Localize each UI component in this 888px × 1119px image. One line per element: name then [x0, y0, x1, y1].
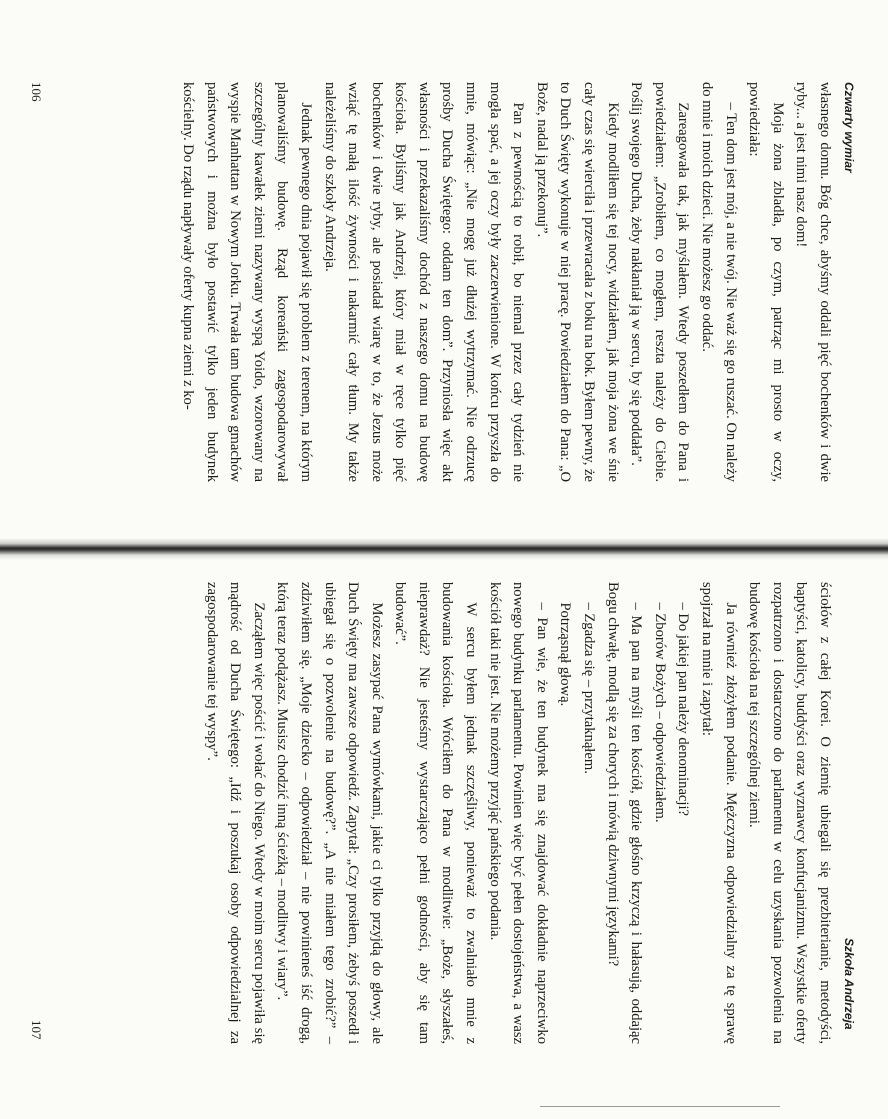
paragraph: Potrząsnął głową. [557, 602, 574, 707]
book-gutter [0, 538, 888, 560]
paragraph: Pan z pewnością to robił, bo niemal przez cały tydzień nie mogła spać, a jej oczy były zaczerwienione. W końcu przyszła do mnie, mówiąc: „Nie mogę już dłużej wytrzymać. Nie odrzucę prośby Ducha Świętego: oddam ten dom”. Przyniosła więc akt własności i przekazaliśmy dochód z naszego domu na budowę kościoła. Byliśmy jak Andrzej, który miał w ręce tylko pięć bochenków i dwie ryby, ale posiadał wiarę w to, że Jezus może wziąć tę małą ilość żywności i nakarmić cały tłum. My także należeliśmy do szkoły Andrzeja. [321, 82, 527, 482]
page-number-right: 107 [29, 1020, 44, 1040]
paragraph: Kiedy modliłem się tej nocy, widziałem, jak moja żona we śnie cały czas się wierciła i przewracała z boku na bok. Byłem pewny, że to Duch Święty wykonuje w niej pracę. Powiedziałem do Pana: „O Boże, nadal ją przekonuj”. [533, 82, 621, 482]
paragraph: własnego domu. Bóg chce, abyśmy oddali pięć bochenków i dwie ryby... a jest nimi nasz dom! [793, 82, 833, 482]
running-header-left: Czwarty wymiar [842, 82, 856, 173]
page-number-left: 106 [29, 82, 44, 102]
running-header-right: Szkoła Andrzeja [842, 938, 856, 1030]
paragraph: – Ma pan na myśli ten kościół, gdzie głośno krzyczą i hałasują, oddając Bogu chwałę, modlą się za chorych i mówią dziwnymi językami? [604, 582, 645, 1044]
paragraph: – Zgadza się – przytaknąłem. [581, 602, 598, 774]
paragraph: Zareagowała tak, jak myślałem. Wtedy poszedłem do Pana i powiedziałem: „Zrobiłem, co mogłem, reszta należy do Ciebie. Poślij swojego Ducha, żeby nakłaniał ją w sercu, by się poddała”. [628, 82, 692, 482]
paragraph: W sercu byłem jednak szczęśliwy, ponieważ to zwalniało mnie z budowania kościoła. Wróciłem do Pana w modlitwie: „Boże, słyszałeś, nieprawdaż? Nie jesteśmy wystarczająco pełni godności, aby się tam budować”. [392, 582, 480, 1044]
left-page-text [175, 82, 836, 482]
right-page-text [199, 582, 836, 1044]
paragraph: Moja żona zbladła, po czym, patrząc mi prosto w oczy, powiedziała: [746, 82, 786, 482]
paragraph: – Zborów Bożych – odpowiedziałem. [651, 602, 668, 823]
paragraph: Ja również złożyłem podanie. Mężczyzna odpowiedzialny za tę sprawę spojrzał na mnie i zapytał: [699, 582, 739, 1044]
paragraph: Jednak pewnego dnia pojawił się problem z terenem, na którym planowaliśmy budowę. Rząd koreański zagospodarowywał szczególny kawałek ziemi nazywany wyspą Yoido, wzorowany na wyspie Manhattan w Nowym Jorku. Trwała tam budowa gmachów państwowych i można było postawić tylko jeden budynek kościelny. Do rządu napływały oferty kupna ziemi z ko- [179, 82, 314, 482]
paragraph: ściołów z całej Korei. O ziemię ubiegali się prezbiterianie, metodyści, baptyści, katolicy, buddyści oraz wyznawcy konfucjanizmu. Wszystkie oferty rozpatrzono i dostarczono do parlamentu w celu uzyskania pozwolenia na budowę kościoła na tej szczególnej ziemi. [746, 582, 833, 1044]
page-edge-mark [540, 1106, 780, 1107]
paragraph: – Ten dom jest mój, a nie twój. Nie waż się go ruszać. On należy do mnie i moich dzieci. Nie możesz go oddać. [699, 82, 739, 482]
paragraph: – Do jakiej pan należy denominacji? [675, 602, 692, 816]
paragraph: Zacząłem więc pościć i wołać do Niego. Wtedy w moim sercu pojawiła się mądrość od Ducha Świętego: „Idź i poszukaj osoby odpowiedzialnej za zagospodarowanie tej wyspy”. [203, 582, 267, 1044]
paragraph: – Pan wie, że ten budynek ma się znajdować dokładnie naprzeciwko nowego budynku parlamentu. Powinien więc być pełen dostojeństwa, a wasz kościół taki nie jest. Nie możemy przyjąć pańskiego podania. [486, 582, 550, 1044]
paragraph: Możesz zasypać Pana wymówkami, jakie ci tylko przyjdą do głowy, ale Duch Święty ma zawsze odpowiedź. Zapytał: „Czy prosiłem, żebyś poszedł i ubiegał się o pozwolenie na budowę?”. „A nie miałem tego zrobić?” – zdziwiłem się. „Moje dziecko – odpowiedział – nie powinieneś iść drogą, którą teraz podążasz. Musisz chodzić inną ścieżką – modlitwy i wiary”. [274, 582, 385, 1044]
